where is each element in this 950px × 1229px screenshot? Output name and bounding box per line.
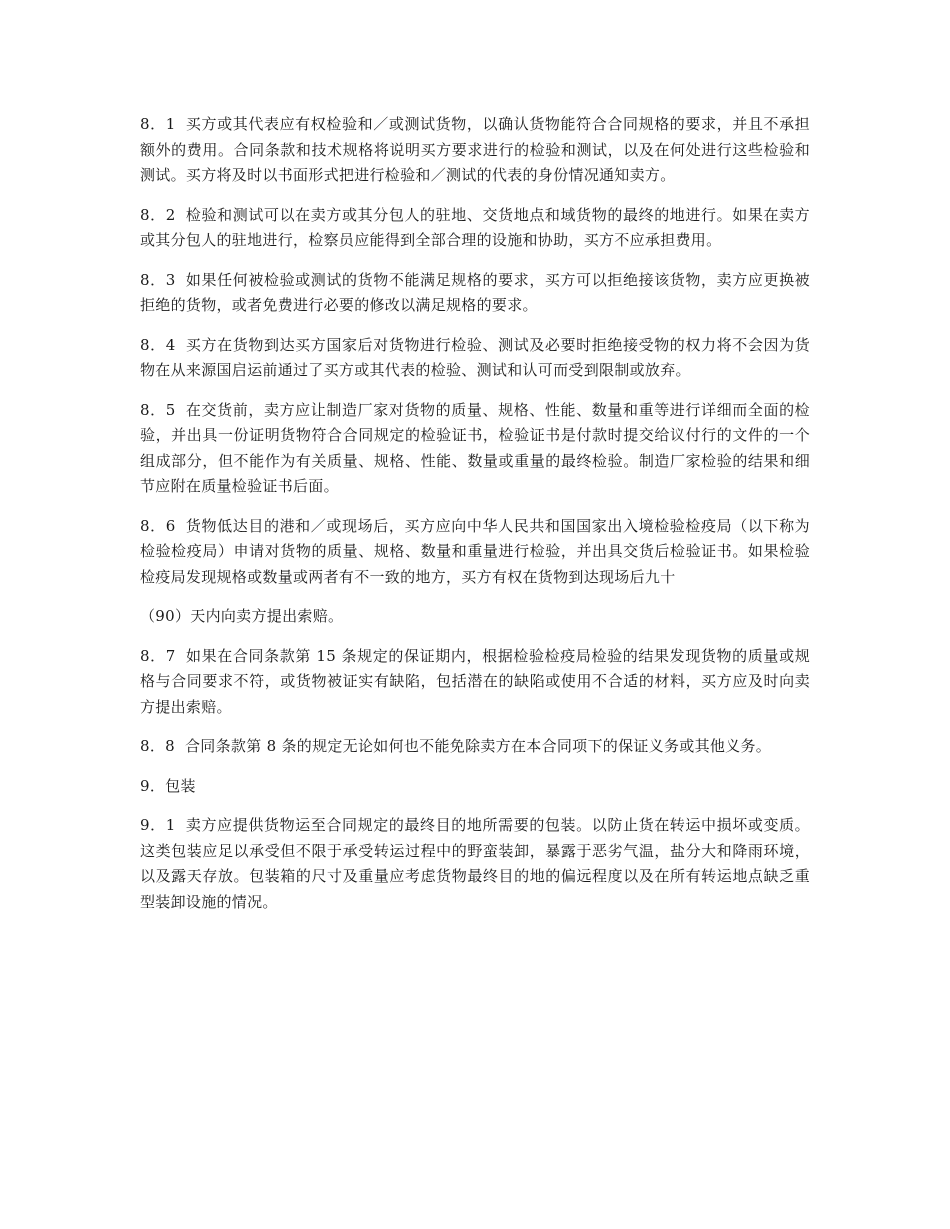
clause-number: 8．4 xyxy=(140,335,176,354)
clause-text: （90）天内向卖方提出索赔。 xyxy=(140,607,344,625)
clause-number: 8．2 xyxy=(140,205,176,224)
paragraph-8-6-continued xyxy=(140,604,810,630)
clause-text: 买方在货物到达买方国家后对货物进行检验、测试及必要时拒绝接受物的权力将不会因为货物在从来源国启运前通过了买方或其代表的检验、测试和认可而受到限制或放弃。 xyxy=(140,335,810,379)
paragraph-8-4 xyxy=(140,333,810,384)
paragraph-8-6 xyxy=(140,514,810,591)
clause-number: 8．8 xyxy=(140,737,175,755)
clause-text: 合同条款第 8 条的规定无论如何也不能免除卖方在本合同项下的保证义务或其他义务。 xyxy=(185,737,772,755)
clause-text: 买方或其代表应有权检验和／或测试货物，以确认货物能符合合同规格的要求，并且不承担额外的费用。合同条款和技术规格将说明买方要求进行的检验和测试，以及在何处进行这些检验和测试。买方将及时以书面形式把进行检验和／测试的代表的身份情况通知卖方。 xyxy=(140,115,810,184)
clause-text: 检验和测试可以在卖方或其分包人的驻地、交货地点和域货物的最终的地进行。如果在卖方或其分包人的驻地进行，检察员应能得到全部合理的设施和协助，买方不应承担费用。 xyxy=(140,205,810,249)
clause-text: 卖方应提供货物运至合同规定的最终目的地所需要的包装。以防止货在转运中损坏或变质。这类包装应足以承受但不限于承受转运过程中的野蛮装卸，暴露于恶劣气温，盐分大和降雨环境，以及露天存放。包装箱的尺寸及重量应考虑货物最终目的地的偏远程度以及在所有转运地点缺乏重型装卸设施的情况。 xyxy=(140,816,810,911)
section-heading-text: 9．包装 xyxy=(140,776,196,795)
clause-number: 8．6 xyxy=(140,516,176,535)
clause-text: 如果任何被检验或测试的货物不能满足规格的要求，买方可以拒绝接该货物，卖方应更换被拒绝的货物，或者免费进行必要的修改以满足规格的要求。 xyxy=(140,270,810,314)
clause-number: 8．1 xyxy=(140,115,176,133)
document-body xyxy=(140,112,810,929)
clause-text: 货物低达目的港和／或现场后，买方应向中华人民共和国国家出入境检验检疫局（以下称为检验检疫局）申请对货物的质量、规格、数量和重量进行检验，并出具交货后检验证书。如果检验检疫局发现规格或数量或两者有不一致的地方，买方有权在货物到达现场后九十 xyxy=(140,516,810,586)
paragraph-8-7 xyxy=(140,644,810,721)
paragraph-8-1 xyxy=(140,112,810,189)
clause-number: 8．7 xyxy=(140,646,176,665)
clause-number: 8．5 xyxy=(140,400,176,419)
clause-number: 8．3 xyxy=(140,270,176,289)
paragraph-9-1 xyxy=(140,813,810,915)
clause-text: 在交货前，卖方应让制造厂家对货物的质量、规格、性能、数量和重等进行详细而全面的检验，并出具一份证明货物符合合同规定的检验证书，检验证书是付款时提交给议付行的文件的一个组成部分，但不能作为有关质量、规格、性能、数量或重量的最终检验。制造厂家检验的结果和细节应附在质量检验证书后面。 xyxy=(140,400,810,495)
section-heading-packaging xyxy=(140,774,810,800)
paragraph-8-3 xyxy=(140,268,810,319)
clause-text: 如果在合同条款第 15 条规定的保证期内，根据检验检疫局检验的结果发现货物的质量或规格与合同要求不符，或货物被证实有缺陷，包括潜在的缺陷或使用不合适的材料，买方应及时向卖方提出索赔。 xyxy=(140,646,810,716)
paragraph-8-2 xyxy=(140,203,810,254)
paragraph-8-5 xyxy=(140,398,810,500)
paragraph-8-8 xyxy=(140,734,810,760)
clause-number: 9．1 xyxy=(140,816,176,834)
